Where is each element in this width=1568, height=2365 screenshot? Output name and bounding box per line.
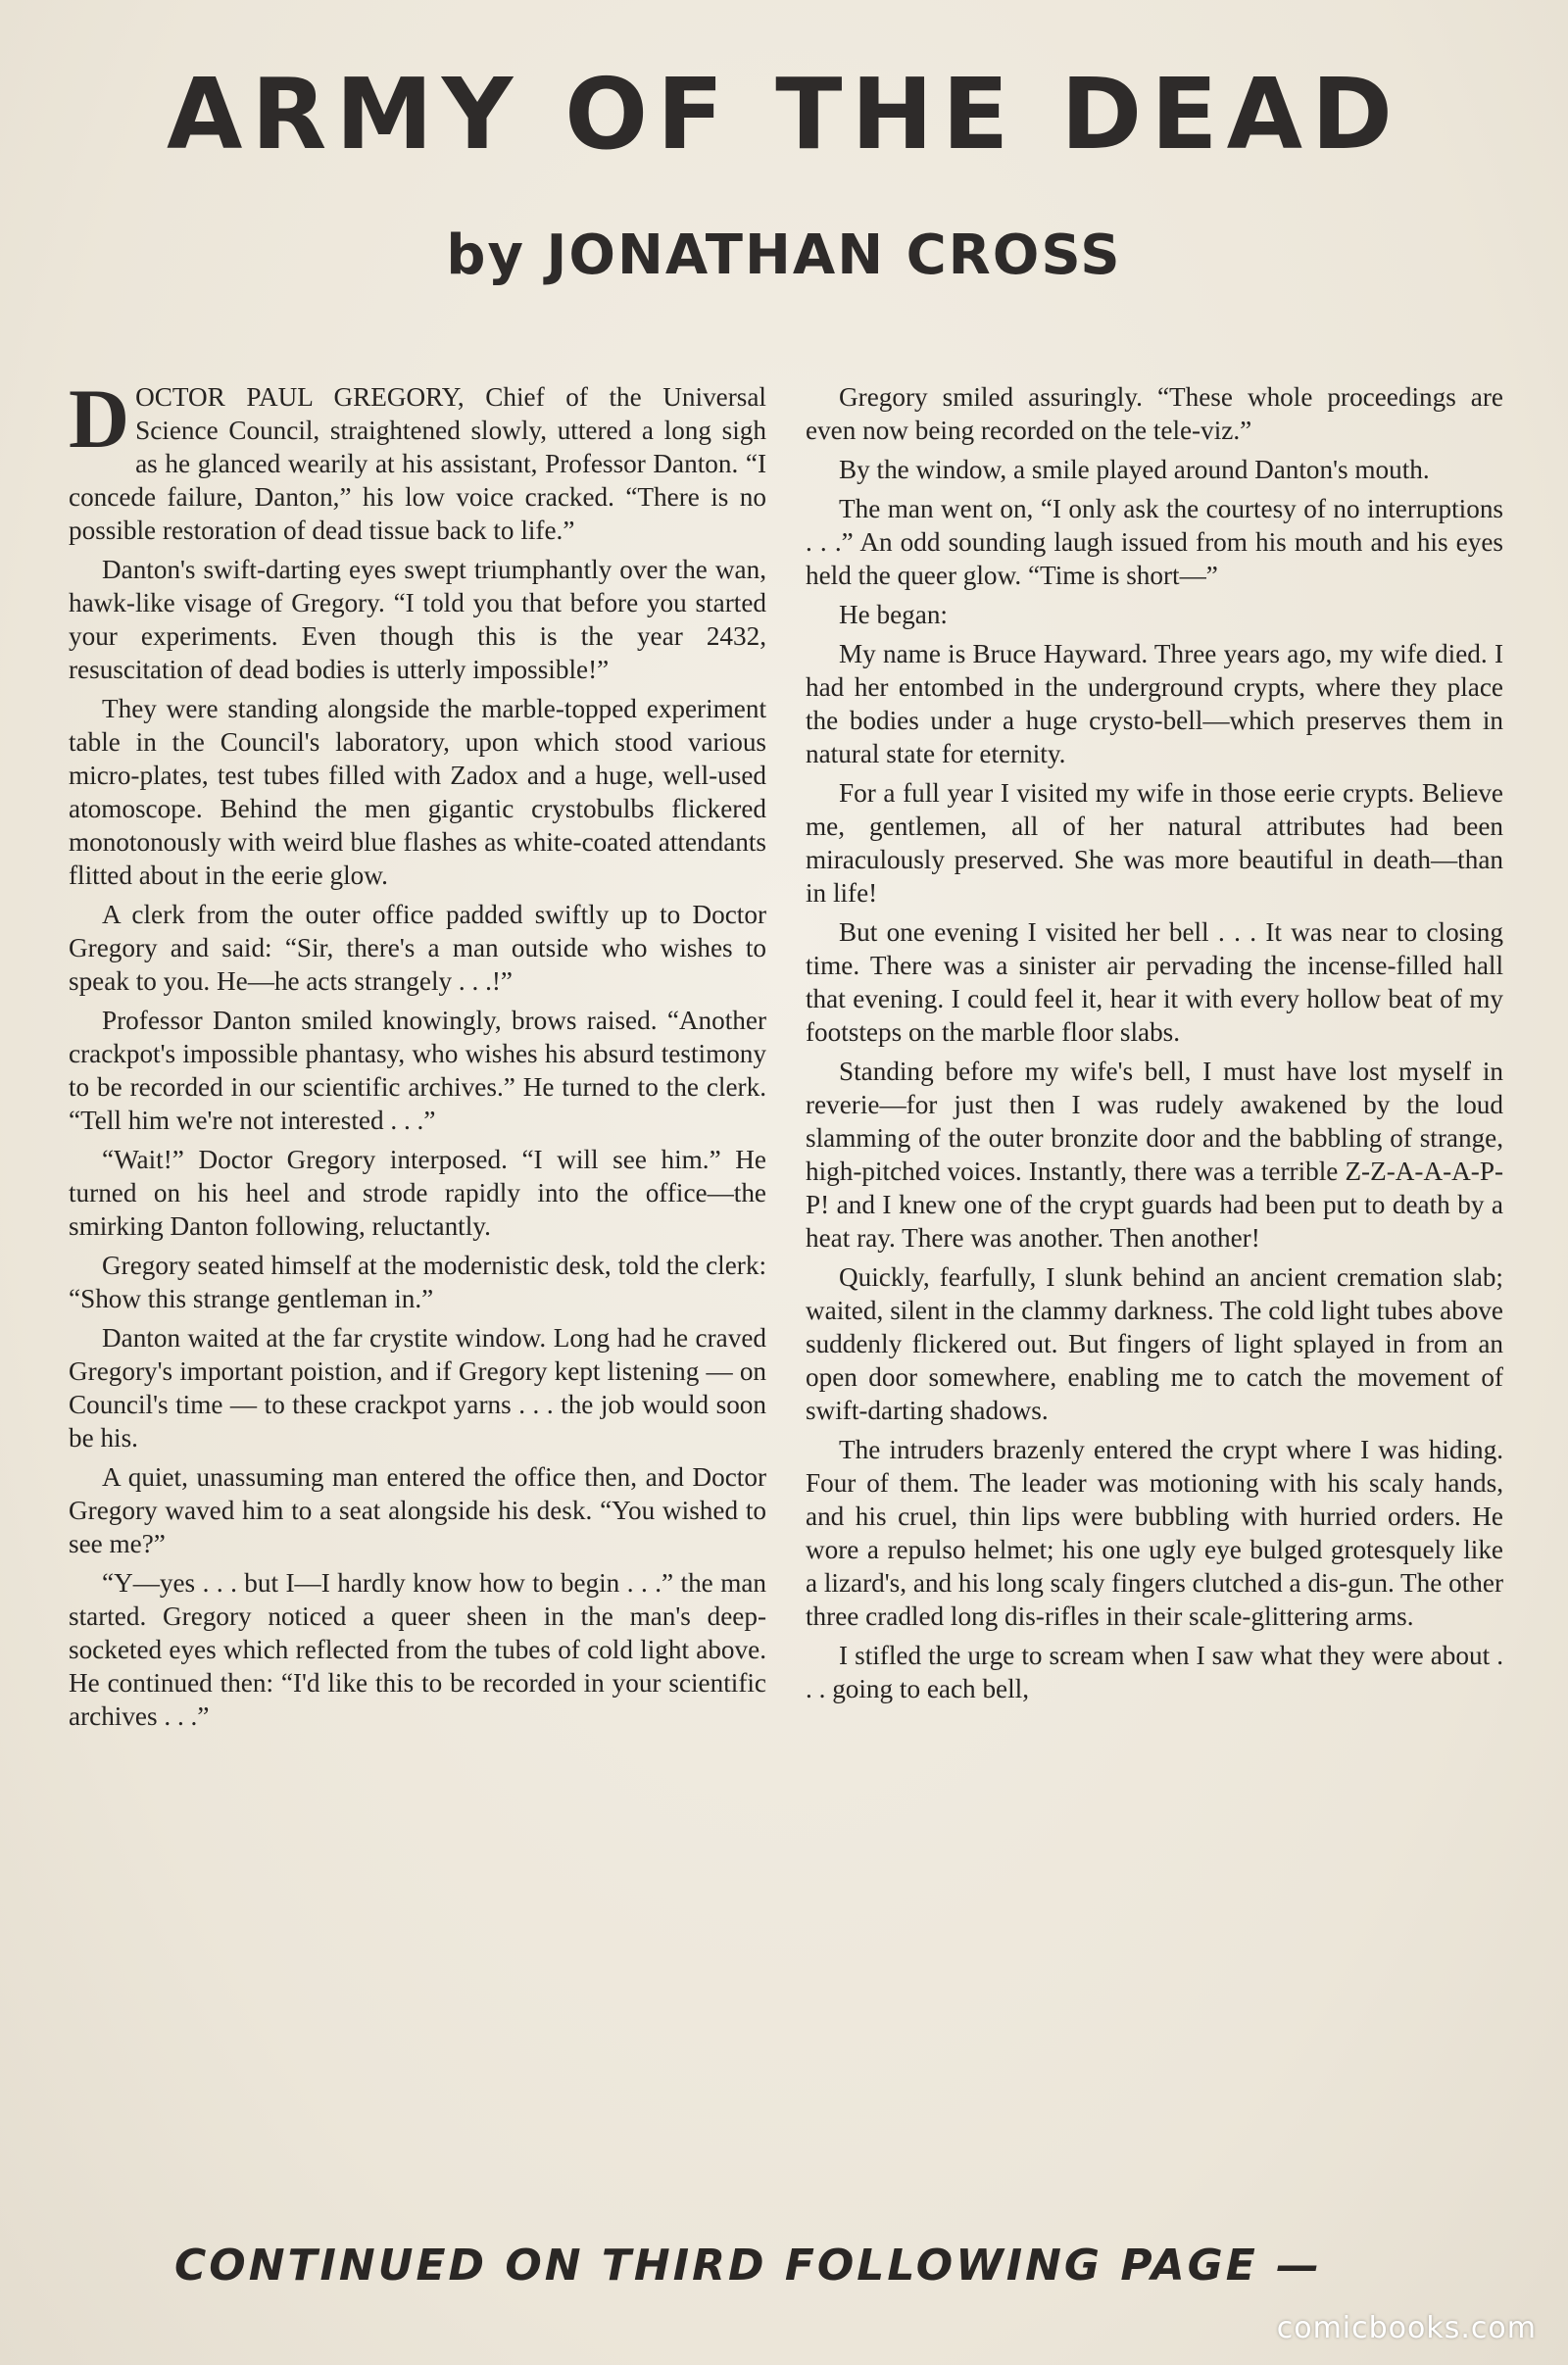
paragraph: He began: (839, 600, 948, 629)
paragraph: They were standing alongside the marble-topped experiment table in the Council's laboratory, upon which stood various micro-plates, test tubes filled with Zadox and a huge, well-used atomoscope. Behind the men gigantic crystobulbs flickered monotonously with weird blue flashes as white-coated attendants flitted about in the eerie glow. (69, 694, 766, 890)
drop-cap: D (69, 371, 130, 466)
paragraph: By the window, a smile played around Danton's mouth. (839, 455, 1430, 484)
story-byline: by JONATHAN CROSS (446, 223, 1122, 287)
watermark: comicbooks.com (1276, 2311, 1537, 2345)
paragraph: A quiet, unassuming man entered the office then, and Doctor Gregory waved him to a seat alongside his desk. “You wished to see me?” (69, 1462, 766, 1558)
paragraph: “Wait!” Doctor Gregory interposed. “I will see him.” He turned on his heel and strode rapidly into the office—the smirking Danton following, reluctantly. (69, 1145, 766, 1241)
paragraph: For a full year I visited my wife in those eerie crypts. Believe me, gentlemen, all of her natural attributes had been miraculously preserved. She was more beautiful in death—than in life! (806, 778, 1503, 908)
paragraph: Professor Danton smiled knowingly, brows raised. “Another crackpot's impossible phantasy, who wishes his absurd testimony to be recorded in our scientific archives.” He turned to the clerk. “Tell him we're not interested . . .” (69, 1006, 766, 1135)
story-title: ARMY OF THE DEAD (166, 57, 1401, 172)
paragraph: I stifled the urge to scream when I saw what they were about . . . going to each bell, (806, 1641, 1503, 1703)
paragraph: My name is Bruce Hayward. Three years ago, my wife died. I had her entombed in the underground crypts, where they place the bodies under a huge crysto-bell—which preserves them in natural state for eternity. (806, 639, 1503, 768)
continued-notice: CONTINUED ON THIRD FOLLOWING PAGE — (174, 2241, 1323, 2291)
paragraph: Danton waited at the far crystite window. Long had he craved Gregory's important poistion, and if Gregory kept listening — on Council's time — to these crackpot yarns . . . the job would soon be his. (69, 1323, 766, 1453)
paragraph: Gregory smiled assuringly. “These whole proceedings are even now being recorded on the tele-viz.” (806, 382, 1503, 445)
paragraph: But one evening I visited her bell . . . It was near to closing time. There was a sinister air pervading the incense-filled hall that evening. I could feel it, hear it with every hollow beat of my footsteps on the marble floor slabs. (806, 917, 1503, 1047)
left-column (69, 371, 766, 1739)
paragraph: Standing before my wife's bell, I must have lost myself in reverie—for just then I was rudely awakened by the loud slamming of the outer bronzite door and the babbling of strange, high-pitched voices. Instantly, there was a terrible Z-Z-A-A-A-P-P! and I knew one of the crypt guards had been put to death by a heat ray. There was another. Then another! (806, 1057, 1503, 1253)
paragraph: DOCTOR PAUL GREGORY, Chief of the Universal Science Council, straightened slowly, uttered a long sigh as he glanced wearily at his assistant, Professor Danton. “I concede failure, Danton,” his low voice cracked. “There is no possible restoration of dead tissue back to life.” (69, 371, 766, 545)
paragraph: A clerk from the outer office padded swiftly up to Doctor Gregory and said: “Sir, there's a man outside who wishes to speak to you. He—he acts strangely . . .!” (69, 900, 766, 996)
paragraph: Danton's swift-darting eyes swept triumphantly over the wan, hawk-like visage of Gregory. “I told you that before you started your experiments. Even though this is the year 2432, resuscitation of dead bodies is utterly impossible!” (69, 555, 766, 684)
paragraph: “Y—yes . . . but I—I hardly know how to begin . . .” the man started. Gregory noticed a queer sheen in the man's deep-socketed eyes which reflected from the tubes of cold light above. He continued then: “I'd like this to be recorded in your scientific archives . . .” (69, 1568, 766, 1731)
paragraph: Quickly, fearfully, I slunk behind an ancient cremation slab; waited, silent in the clammy darkness. The cold light tubes above suddenly flickered out. But fingers of light splayed in from an open door somewhere, enabling me to catch the movement of swift-darting shadows. (806, 1262, 1503, 1425)
paragraph: The intruders brazenly entered the crypt where I was hiding. Four of them. The leader was motioning with his scaly hands, and his cruel, thin lips were bubbling with hurried orders. He wore a repulso helmet; his one ugly eye bulged grotesquely like a lizard's, and his long scaly fingers clutched a dis-gun. The other three cradled long dis-rifles in their scale-glittering arms. (806, 1435, 1503, 1631)
right-column (806, 380, 1503, 1711)
paragraph: The man went on, “I only ask the courtesy of no interruptions . . .” An odd sounding laugh issued from his mouth and his eyes held the queer glow. “Time is short—” (806, 494, 1503, 590)
paragraph: Gregory seated himself at the modernistic desk, told the clerk: “Show this strange gentleman in.” (69, 1251, 766, 1313)
